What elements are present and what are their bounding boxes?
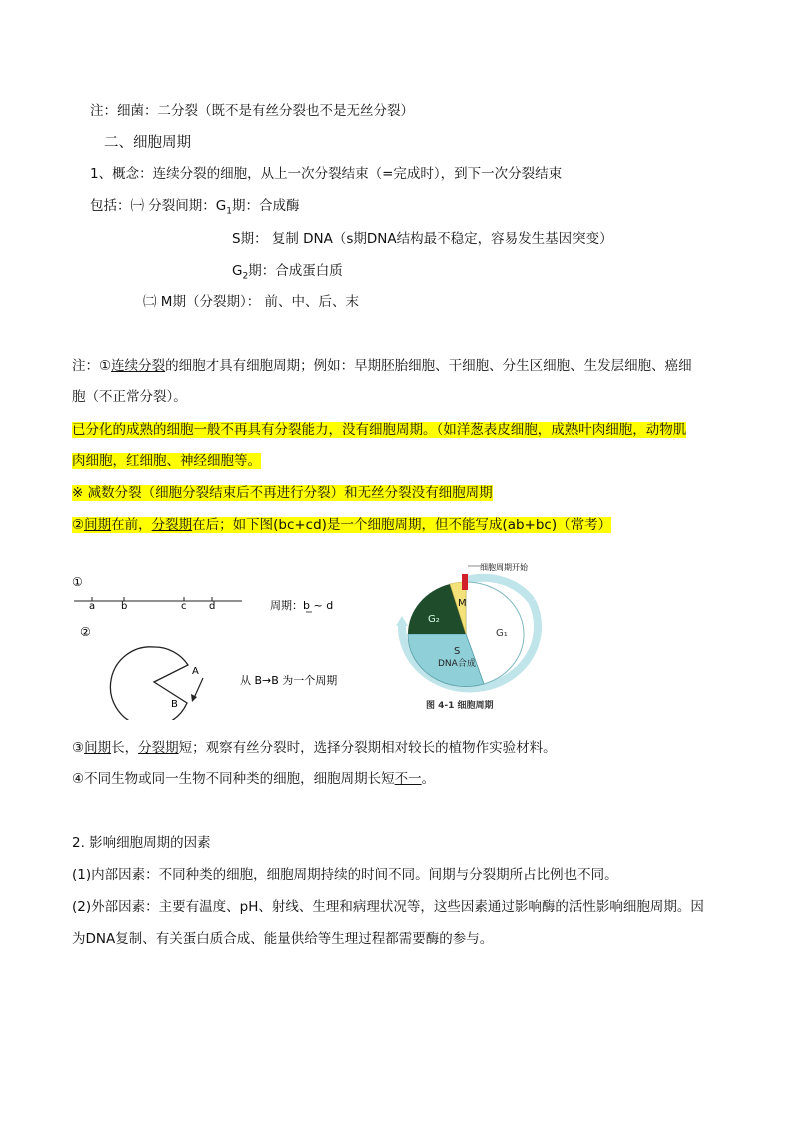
external-factors-a: (2)外部因素：主要有温度、pH、射线、生理和病理状况等，这些因素通过影响酶的活性影响细胞周期。因 [72, 899, 704, 915]
point-d: d [209, 601, 216, 612]
concept-line: 1、概念：连续分裂的细胞，从上一次分裂结束（=完成时），到下一次分裂结束 [90, 166, 563, 182]
point-A: A [192, 666, 199, 677]
highlight-text-1a: 已分化的成熟的细胞一般不再具有分裂能力，没有细胞周期。（如洋葱表皮细胞，成熟叶肉细胞，动物肌 [72, 422, 687, 438]
s-phase-line: S期： 复制 DNA（s期DNA结构最不稳定，容易发生基因突变） [232, 231, 613, 247]
fig-label-1: ① [72, 575, 83, 589]
note3-u1: 间期 [84, 740, 112, 756]
label-dna: DNA合成 [438, 659, 476, 669]
g2-text: 期：合成蛋白质 [248, 263, 343, 279]
cycle-start-marker [462, 574, 468, 590]
arrow-head [191, 694, 197, 702]
period-label: 周期：b ~ d [270, 599, 334, 612]
hl3-u2: 分裂期 [151, 517, 193, 533]
highlight-text-1b: 肉细胞，红细胞、神经细胞等。 [72, 453, 261, 469]
g1-text: 期：合成酶 [232, 198, 300, 214]
g1-label: G [215, 198, 227, 214]
cycle-line-figure [66, 570, 356, 720]
figure-caption: 图 4-1 细胞周期 [426, 701, 494, 711]
note3-pre: ③ [72, 740, 85, 756]
label-g2: G₂ [428, 614, 440, 625]
note3-rest: 短；观察有丝分裂时，选择分裂期相对较长的植物作实验材料。 [178, 740, 557, 756]
highlight-line-2 [72, 483, 493, 503]
circle-period-label: 从 B→B 为一个周期 [240, 674, 338, 687]
external-factors-b: 为DNA复制、有关蛋白质合成、能量供给等生理过程都需要酶的参与。 [72, 931, 494, 947]
point-c: c [181, 601, 187, 612]
g2-sub: 2 [242, 271, 249, 282]
direction-arrow [194, 678, 203, 698]
g2-label: G [232, 263, 243, 279]
point-a: a [89, 601, 96, 612]
highlight-line-1a [72, 420, 686, 440]
note-bacteria: 注：细菌：二分裂（既不是有丝分裂也不是无丝分裂） [90, 103, 414, 119]
note1-line [72, 356, 692, 376]
includes-g1-line [90, 196, 300, 222]
fig-label-2: ② [80, 625, 91, 639]
factors-title: 2. 影响细胞周期的因素 [72, 835, 211, 851]
highlight-text-2: ※ 减数分裂（细胞分裂结束后不再进行分裂）和无丝分裂没有细胞周期 [72, 485, 493, 501]
note4-line [72, 769, 435, 789]
label-s: S [454, 646, 461, 657]
note4-end: 。 [421, 771, 436, 787]
note3-line [72, 738, 557, 758]
internal-factors: (1)内部因素：不同种类的细胞，细胞周期持续的时间不同。间期与分裂期所占比例也不同。 [72, 867, 618, 883]
cell-cycle-diagram [394, 556, 570, 720]
note1-rest: 的细胞才具有细胞周期；例如：早期胚胎细胞、干细胞、分生区细胞、生发层细胞、癌细 [165, 358, 692, 374]
g1-sub: 1 [226, 206, 232, 217]
includes-prefix: 包括：㈠ 分裂间期： [90, 198, 216, 214]
highlight-line-3 [72, 515, 611, 535]
note1-cont: 胞（不正常分裂）。 [72, 389, 187, 405]
point-B: B [171, 699, 178, 710]
hl3-pre: ② [72, 517, 85, 533]
note4-pre: ④不同生物或同一生物不同种类的细胞，细胞周期长短 [72, 771, 395, 787]
note1-prefix: 注：① [72, 358, 112, 374]
hl3-mid: 在前， [111, 517, 152, 533]
note4-u: 不一 [394, 771, 422, 787]
cycle-start-label: 细胞周期开始 [480, 563, 528, 572]
g2-line [232, 261, 343, 287]
m-phase-line: ㈡ M期（分裂期）： 前、中、后、末 [143, 294, 359, 310]
note1-underlined: 连续分裂 [111, 358, 166, 374]
section-title: 二、细胞周期 [104, 135, 191, 151]
hl3-u1: 间期 [84, 517, 112, 533]
highlight-line-1b [72, 451, 261, 471]
label-m: M [458, 598, 467, 609]
point-b: b [121, 601, 128, 612]
hl3-rest: 在后；如下图(bc+cd)是一个细胞周期，但不能写成(ab+bc)（常考） [192, 517, 612, 533]
note3-mid: 长， [111, 740, 139, 756]
label-g1: G₁ [496, 628, 508, 639]
note3-u2: 分裂期 [138, 740, 179, 756]
